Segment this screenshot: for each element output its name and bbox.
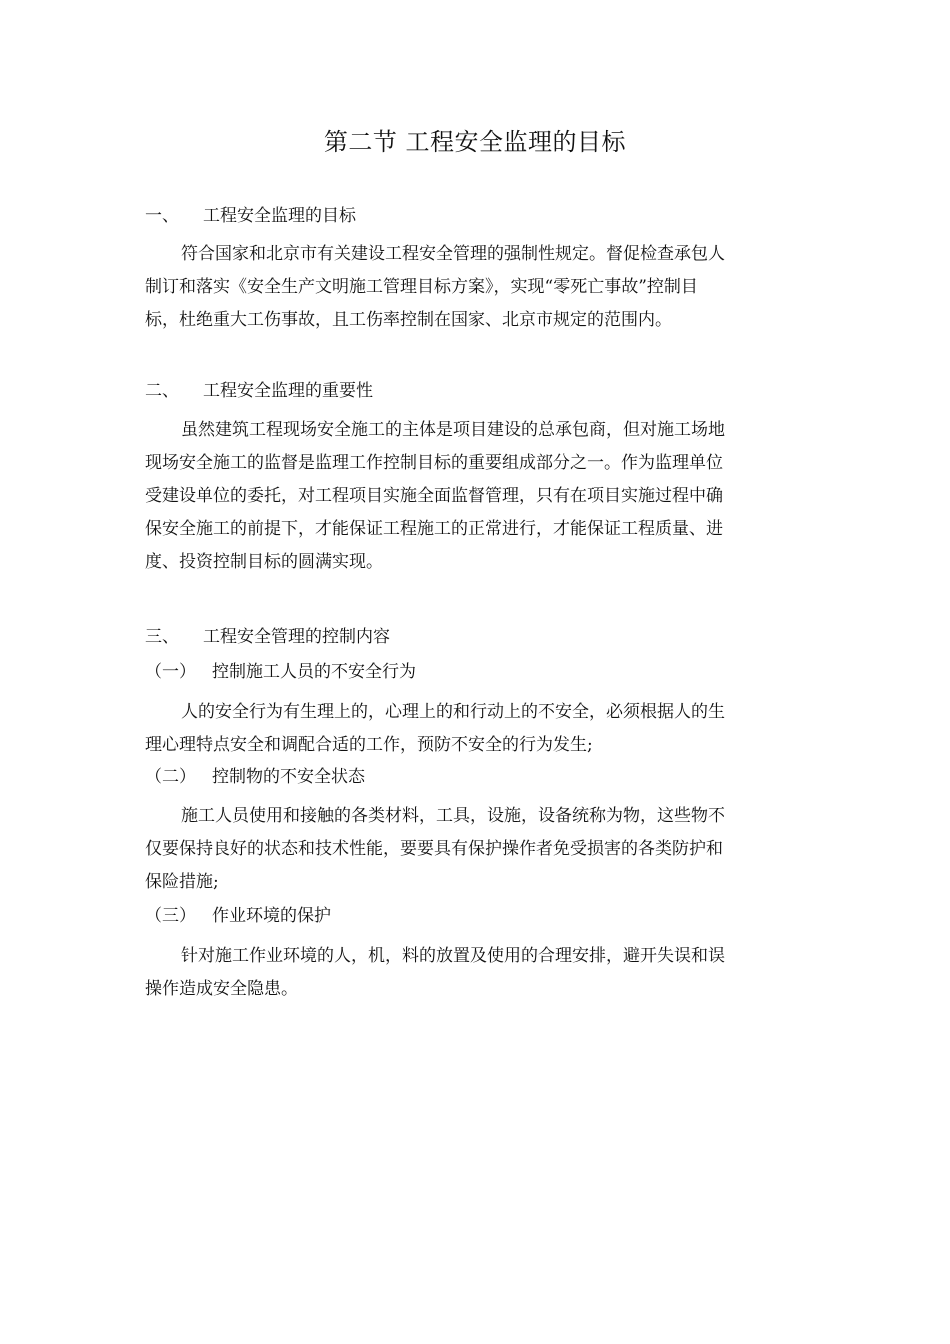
subsection-paragraph — [145, 696, 805, 762]
paragraph-line: 现场安全施工的监督是监理工作控制目标的重要组成部分之一。作为监理单位 — [145, 453, 723, 473]
subsection-number: （三） — [145, 906, 196, 926]
paragraph-line: 标，杜绝重大工伤事故，且工伤率控制在国家、北京市规定的范围内。 — [145, 310, 672, 330]
section-heading — [145, 203, 356, 229]
paragraph-line: 保安全施工的前提下，才能保证工程施工的正常进行，才能保证工程质量、进 — [145, 519, 723, 539]
section-number: 二、 — [145, 381, 179, 401]
paragraph-line: 理心理特点安全和调配合适的工作，预防不安全的行为发生; — [145, 735, 593, 755]
section-heading — [145, 624, 390, 650]
paragraph-line: 施工人员使用和接触的各类材料，工具，设施，设备统称为物，这些物不 — [181, 806, 725, 826]
subsection-number: （二） — [145, 767, 196, 787]
subsection-heading — [145, 764, 365, 790]
section-number: 一、 — [145, 206, 179, 226]
paragraph-line: 制订和落实《安全生产文明施工管理目标方案》，实现“零死亡事故”控制目 — [145, 277, 698, 297]
page-title: 第二节 工程安全监理的目标 — [323, 128, 627, 156]
paragraph-line: 保险措施; — [145, 872, 219, 892]
paragraph-line: 受建设单位的委托，对工程项目实施全面监督管理，只有在项目实施过程中确 — [145, 486, 723, 506]
paragraph-line: 人的安全行为有生理上的，心理上的和行动上的不安全，必须根据人的生 — [181, 702, 725, 722]
section-title: 工程安全管理的控制内容 — [203, 627, 390, 647]
section-title: 工程安全监理的重要性 — [203, 381, 373, 401]
paragraph-line: 仅要保持良好的状态和技术性能，要要具有保护操作者免受损害的各类防护和 — [145, 839, 723, 859]
section-paragraph — [145, 414, 805, 579]
section-paragraph — [145, 238, 805, 337]
subsection-title: 控制施工人员的不安全行为 — [212, 662, 416, 682]
paragraph-line: 针对施工作业环境的人，机，料的放置及使用的合理安排，避开失误和误 — [181, 946, 725, 966]
paragraph-line: 虽然建筑工程现场安全施工的主体是项目建设的总承包商，但对施工场地 — [181, 420, 725, 440]
paragraph-line: 度、投资控制目标的圆满实现。 — [145, 552, 383, 572]
subsection-heading — [145, 903, 331, 929]
paragraph-line: 符合国家和北京市有关建设工程安全管理的强制性规定。督促检查承包人 — [181, 244, 725, 264]
subsection-paragraph — [145, 800, 805, 899]
subsection-paragraph — [145, 940, 805, 1006]
section-number: 三、 — [145, 627, 179, 647]
section-title: 工程安全监理的目标 — [203, 206, 356, 226]
subsection-title: 作业环境的保护 — [212, 906, 331, 926]
subsection-heading — [145, 659, 416, 685]
section-heading — [145, 378, 373, 404]
subsection-title: 控制物的不安全状态 — [212, 767, 365, 787]
subsection-number: （一） — [145, 662, 196, 682]
paragraph-line: 操作造成安全隐患。 — [145, 979, 298, 999]
